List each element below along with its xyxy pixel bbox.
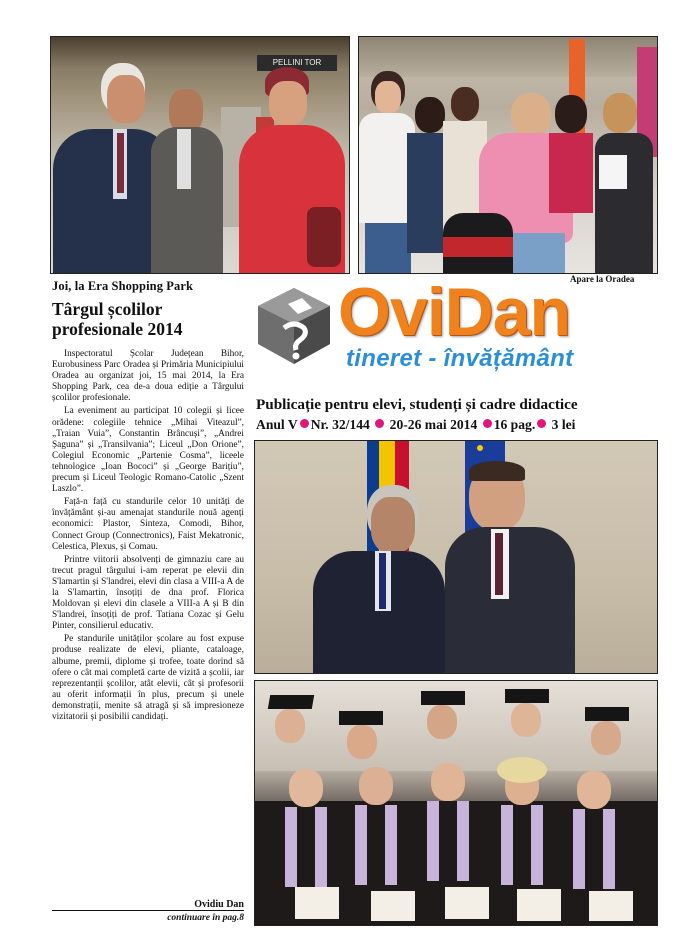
issue-year: Anul V	[256, 417, 298, 432]
article-author: Ovidiu Dan	[52, 899, 244, 911]
publication-place: Apare la Oradea	[570, 274, 635, 284]
article-paragraph: La eveniment au participat 10 colegii și licee orădene: colegiile tehnice „Mihai Viteazul”, „Traian Vuia”, Constantin Brâncuși”, „Andrei Șaguna” și „Transilvania”; Liceul „Don Orione”, Colegiul Economic „Partenie Cosma”, liceele tehnologice „Ioan Bococi” și „George Barițiu”, precum și Liceul Teologic Romano-Catolic „Szent Laszlo”.	[52, 406, 244, 495]
photo-two-officials-flags	[254, 440, 658, 674]
issue-number: Nr. 32/144	[310, 417, 370, 432]
article-paragraph: Pe standurile unităților școlare au fost expuse produse realizate de elevi, pliante, cataloage, albume, premii, diplome și trofee, toate dorind să ofere o cât mai completă carte de vizită a școlii, iar reprezentanții școlilor, atât elevii, cât și profesorii au oferit informații în plus, precum și unele demonstrații, menite să atragă și să impresioneze vizitatorii și posibilii candidați.	[52, 634, 244, 722]
masthead-title: OviDan	[338, 274, 571, 350]
issue-dates: 20-26 mai 2014	[389, 417, 478, 432]
logo-cube-icon	[254, 284, 334, 368]
continued-note: continuare în pag.8	[167, 913, 244, 923]
masthead-subtitle: tineret - învățământ	[346, 345, 574, 372]
separator-dot-icon	[483, 419, 492, 428]
article-kicker: Joi, la Era Shopping Park	[52, 279, 194, 293]
photo-students-booth	[358, 36, 658, 274]
separator-dot-icon	[300, 419, 309, 428]
issue-info	[256, 417, 575, 433]
issue-pages: 16 pag.	[493, 417, 536, 432]
article-paragraph: Față-n față cu standurile celor 10 unități de învățământ și-au amenajat standurile nouă agenți economici: Plastor, Sinteza, Comodi, Bihor, Connect Group (Connectronics), Faist Mekatronic, Celestica, Plexus, și Comau.	[52, 497, 244, 552]
article-paragraph: Inspectoratul Școlar Județean Bihor, Eurobusiness Parc Oradea și Primăria Municipiului Oradea au organizat joi, 15 mai 2014, la Era Shopping Park, cea de-a doua ediție a Târgului școlilor profesionale.	[52, 349, 244, 404]
issue-price: 3 lei	[551, 417, 576, 432]
masthead-tagline: Publicație pentru elevi, studenți și cadre didactice	[256, 396, 578, 413]
article-body	[52, 349, 244, 725]
separator-dot-icon	[537, 419, 546, 428]
photo-mall-officials	[50, 36, 350, 274]
article-headline: Târgul școlilor profesionale 2014	[52, 299, 183, 339]
photo-graduates	[254, 680, 658, 926]
separator-dot-icon	[375, 419, 384, 428]
article-paragraph: Printre viitorii absolvenți de gimnaziu care au trecut pragul târgului i-am reperat pe elevii din S'lamartin și S'landrei, elevi din clasa a VIII-a A de la S'lamartin, însoțiți de dna prof. Florica Moldovan și elevi din clasele a VIII-a A și B din S'landrei, însoțiți de prof. Tatiana Cozac și Gelu Pinter, consilierul educativ.	[52, 554, 244, 632]
shop-sign: PELLINI TOR	[257, 55, 337, 71]
